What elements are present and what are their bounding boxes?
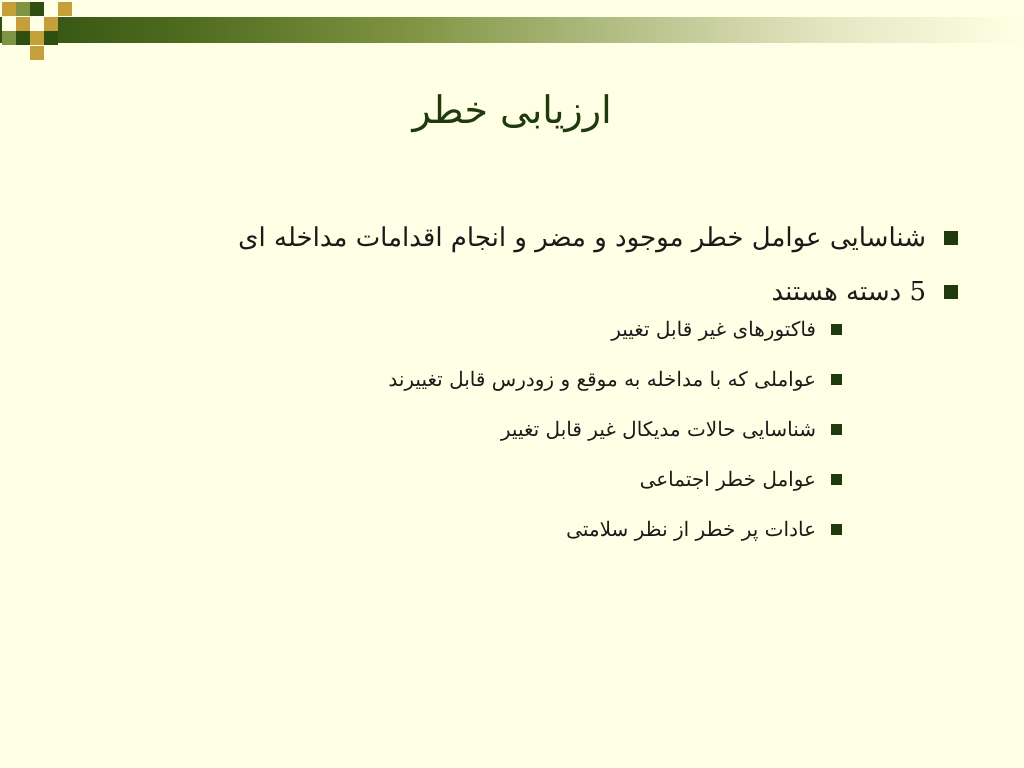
square-bullet-icon: [831, 474, 842, 485]
square-bullet-icon: [831, 424, 842, 435]
decor-square: [16, 2, 30, 16]
sub-bullet-text: عوامل خطر اجتماعی: [639, 467, 816, 491]
slide-title: ارزیابی خطر: [412, 88, 612, 132]
decor-square: [2, 31, 16, 45]
sub-bullet-text: شناسایی حالات مدیکال غیر قابل تغییر: [500, 417, 816, 441]
square-bullet-icon: [944, 285, 958, 299]
bullet-item: [60, 218, 960, 258]
bullet-text: شناسایی عوامل خطر موجود و مضر و انجام اقدامات مداخله ای: [238, 223, 926, 253]
decor-square: [30, 2, 44, 16]
slide-content: [60, 218, 960, 564]
sub-bullet-item: [60, 514, 842, 544]
square-bullet-icon: [831, 524, 842, 535]
bullet-text: 5 دسته هستند: [771, 277, 926, 307]
square-bullet-icon: [944, 231, 958, 245]
decor-square: [44, 17, 58, 31]
decor-square: [16, 17, 30, 31]
sub-bullet-item: [60, 464, 842, 494]
decor-square: [30, 46, 44, 60]
sub-bullet-list: [60, 314, 926, 544]
decor-square: [44, 31, 58, 45]
sub-bullet-text: عواملی که با مداخله به موقع و زودرس قابل تغییرند: [388, 367, 816, 391]
square-bullet-icon: [831, 324, 842, 335]
decor-square: [16, 31, 30, 45]
square-bullet-icon: [831, 374, 842, 385]
header-decoration-bar: [0, 17, 1024, 43]
decor-square: [2, 2, 16, 16]
decor-square: [58, 2, 72, 16]
decor-square: [30, 31, 44, 45]
decor-square: [30, 17, 44, 31]
bullet-item: [60, 272, 960, 544]
sub-bullet-text: عادات پر خطر از نظر سلامتی: [566, 517, 816, 541]
sub-bullet-item: [60, 414, 842, 444]
sub-bullet-text: فاکتورهای غیر قابل تغییر: [611, 317, 816, 341]
decor-square: [2, 17, 16, 31]
sub-bullet-item: [60, 314, 842, 344]
sub-bullet-item: [60, 364, 842, 394]
bullet-list: [60, 218, 960, 544]
